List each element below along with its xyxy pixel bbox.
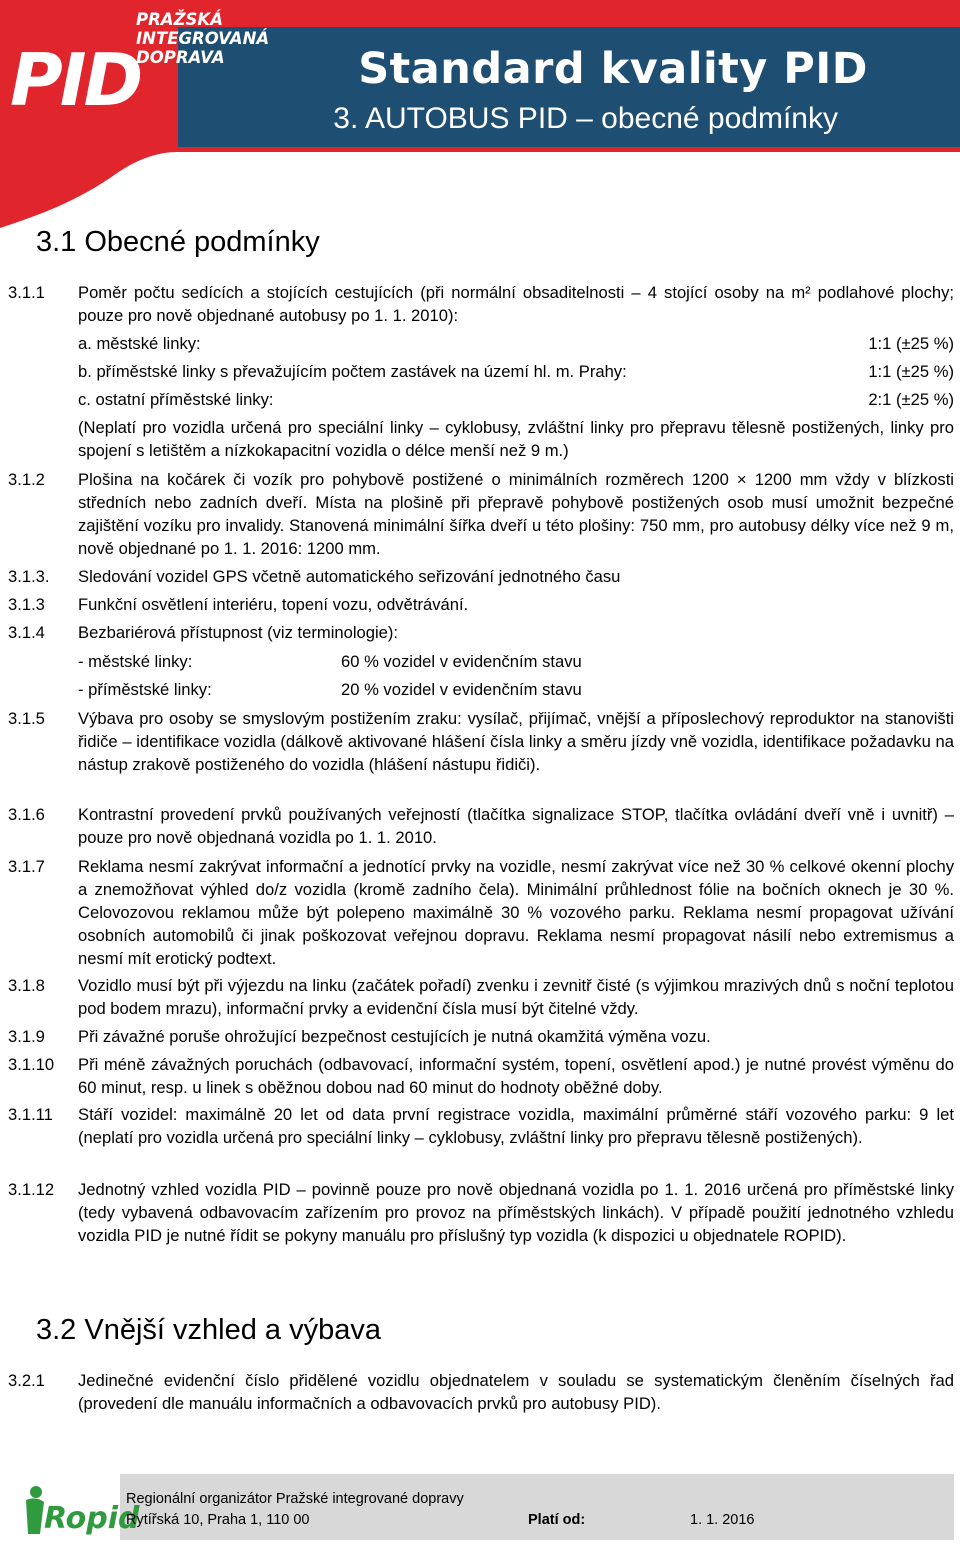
- footer-address: Rytířská 10, Praha 1, 110 00: [126, 1512, 310, 1528]
- footer-bar: [8, 1474, 954, 1540]
- item-text: Kontrastní provedení prvků používaných veřejností (tlačítka signalizace STOP, tlačítka ovládání dveří vně i uvnitř) – pouze pro nově objednaná vozidla po 1. 1. 2010.: [78, 805, 954, 847]
- item-3-1-6: [8, 803, 954, 849]
- section-heading-3-1: 3.1 Obecné podmínky: [36, 226, 320, 258]
- item-text: Plošina na kočárek či vozík pro pohybově postižené o minimálních rozměrech 1200 × 1200 mm vždy v blízkosti středních nebo zadních dveří. Místa na plošině při přepravě pohybově postižených osob musí umožnit bezpečné zajištění vozíku pro invalidy. Stanovená minimální šířka dveří u této plošiny: 750 mm, pro autobusy délky více než 9 m, nově objednané po 1. 1. 2016: 1200 mm.: [78, 470, 954, 558]
- item-text: Jednotný vzhled vozidla PID – povinně pouze pro nově objednaná vozidla po 1. 1. 2016 určená pro příměstské linky (tedy vybavená odbavovacím zařízením pro provoz na příměstských linkách). V případě použití jednotného vzhledu vozidla PID je nutné řídit se pokyny manuálu pro příslušný typ vozidla (k dispozici u objednatele ROPID).: [78, 1180, 954, 1245]
- item-text: Při závažné poruše ohrožující bezpečnost cestujících je nutná okamžitá výměna vozu.: [78, 1027, 711, 1046]
- document-subtitle: 3. AUTOBUS PID – obecné podmínky: [333, 102, 838, 135]
- ratio-c: c. ostatní příměstské linky: 2:1 (±25 %): [78, 390, 954, 409]
- item-3-1-1: [8, 281, 954, 327]
- item-number: 3.1.5: [8, 709, 45, 728]
- pid-logo-text: PRAŽSKÁ INTEGROVANÁ DOPRAVA: [136, 10, 270, 67]
- item-text: Poměr počtu sedících a stojících cestujících (při normální obsaditelnosti – 4 stojící osoby na m² podlahové plochy; pouze pro nově objednané autobusy po 1. 1. 2010):: [78, 283, 954, 325]
- item-number: 3.1.6: [8, 805, 45, 824]
- item-number: 3.1.4: [8, 623, 45, 642]
- section-heading-3-2: 3.2 Vnější vzhled a výbava: [36, 1314, 381, 1346]
- accessibility-city: - městské linky: 60 % vozidel v evidenčním stavu: [78, 652, 582, 671]
- item-text: Reklama nesmí zakrývat informační a jednotící prvky na vozidle, nesmí zakrývat více než 30 % celkové okenní plochy a znemožňovat výhled do/z vozidla (kromě zadního čela). Minimální průhlednost fólie na bočních oknech je 30 %. Celovozovou reklamou může být polepeno maximálně 30 % vozového parku. Reklama nesmí propagovat užívání osobních automobilů či jinak poškozovat veřejnou dopravu. Reklama nesmí propagovat násilí nebo extremismus a nesmí mít erotický podtext.: [78, 857, 954, 968]
- item-text: Funkční osvětlení interiéru, topení vozu, odvětrávání.: [78, 595, 469, 614]
- item-3-1-4: [8, 621, 954, 644]
- accessibility-suburban: - příměstské linky: 20 % vozidel v evidenčním stavu: [78, 680, 582, 699]
- item-3-1-9: [8, 1025, 954, 1048]
- item-number: 3.1.2: [8, 470, 45, 489]
- item-3-2-1: [8, 1369, 954, 1415]
- item-number: 3.2.1: [8, 1371, 45, 1390]
- item-text: Jedinečné evidenční číslo přidělené vozidlu objednatelem v souladu se systematickým členěním číselných řad (provedení dle manuálu informačních a odbavovacích prvků pro autobusy PID).: [78, 1371, 954, 1413]
- item-text: Výbava pro osoby se smyslovým postižením zraku: vysílač, přijímač, vnější a příposlechový reproduktor na stanovišti řidiče – identifikace vozidla (dálkově aktivované hlášení čísla linky a směru jízdy vně vozidla, identifikace požadavku na nástup zrakově postiženého do vozidla (hlášení nástupu řidiči).: [78, 709, 954, 774]
- item-3-1-2: [8, 468, 954, 560]
- item-text: Stáří vozidel: maximálně 20 let od data první registrace vozidla, maximální průměrné stáří vozového parku: 9 let (neplatí pro vozidla určená pro speciální linky – cyklobusy, zvláštní linky pro přepravu tělesně postižených).: [78, 1105, 954, 1147]
- footer-info-area: [120, 1474, 954, 1540]
- item-3-1-12: [8, 1178, 954, 1247]
- item-3-1-3: [8, 593, 954, 616]
- document-title: Standard kvality PID: [358, 44, 868, 94]
- footer-organization: Regionální organizátor Pražské integrované dopravy: [126, 1491, 464, 1507]
- footer-valid-label: Platí od:: [528, 1512, 586, 1528]
- footer-valid-date: 1. 1. 2016: [690, 1512, 755, 1528]
- ratio-b: b. příměstské linky s převažujícím počtem zastávek na území hl. m. Prahy: 1:1 (±25 %): [78, 362, 954, 381]
- ratio-a: a. městské linky: 1:1 (±25 %): [78, 334, 954, 353]
- item-number: 3.1.7: [8, 857, 45, 876]
- item-number: 3.1.3: [8, 595, 45, 614]
- item-text: Při méně závažných poruchách (odbavovací, informační systém, topení, osvětlení apod.) je nutné provést výměnu do 60 minut, resp. u linek s oběžnou dobou nad 60 minut do hodnoty oběžné doby.: [78, 1055, 954, 1097]
- item-number: 3.1.12: [8, 1180, 55, 1199]
- item-number: 3.1.9: [8, 1027, 45, 1046]
- item-text: Bezbariérová přístupnost (viz terminologie):: [78, 623, 399, 642]
- item-3-1-5: [8, 707, 954, 776]
- item-number: 3.1.10: [8, 1055, 55, 1074]
- item-number: 3.1.11: [8, 1105, 53, 1124]
- item-text: Sledování vozidel GPS včetně automatického seřizování jednotného času: [78, 567, 621, 586]
- item-3-1-8: [8, 974, 954, 1020]
- ratio-note: (Neplatí pro vozidla určená pro speciální linky – cyklobusy, zvláštní linky pro přepravu tělesně postižených, linky pro spojení s letištěm a nízkokapacitní vozidla o délce menší než 9 m.): [78, 418, 954, 460]
- item-3-1-3-gps: [8, 565, 954, 588]
- item-number: 3.1.3.: [8, 567, 50, 586]
- item-text: Vozidlo musí být při výjezdu na linku (začátek pořadí) zvenku i zevnitř čisté (s výjimkou mrazivých dnů s noční teplotou pod bodem mrazu), informační prvky a evidenční čísla musí být čitelné vždy.: [78, 976, 954, 1018]
- pid-logo-mark: PID: [10, 38, 141, 122]
- item-number: 3.1.1: [8, 283, 45, 302]
- item-3-1-7: [8, 855, 954, 970]
- svg-text:Ropid: Ropid: [44, 1501, 140, 1536]
- item-3-1-11: [8, 1103, 954, 1149]
- ropid-logo: [22, 1478, 140, 1536]
- item-number: 3.1.8: [8, 976, 45, 995]
- item-3-1-10: [8, 1053, 954, 1099]
